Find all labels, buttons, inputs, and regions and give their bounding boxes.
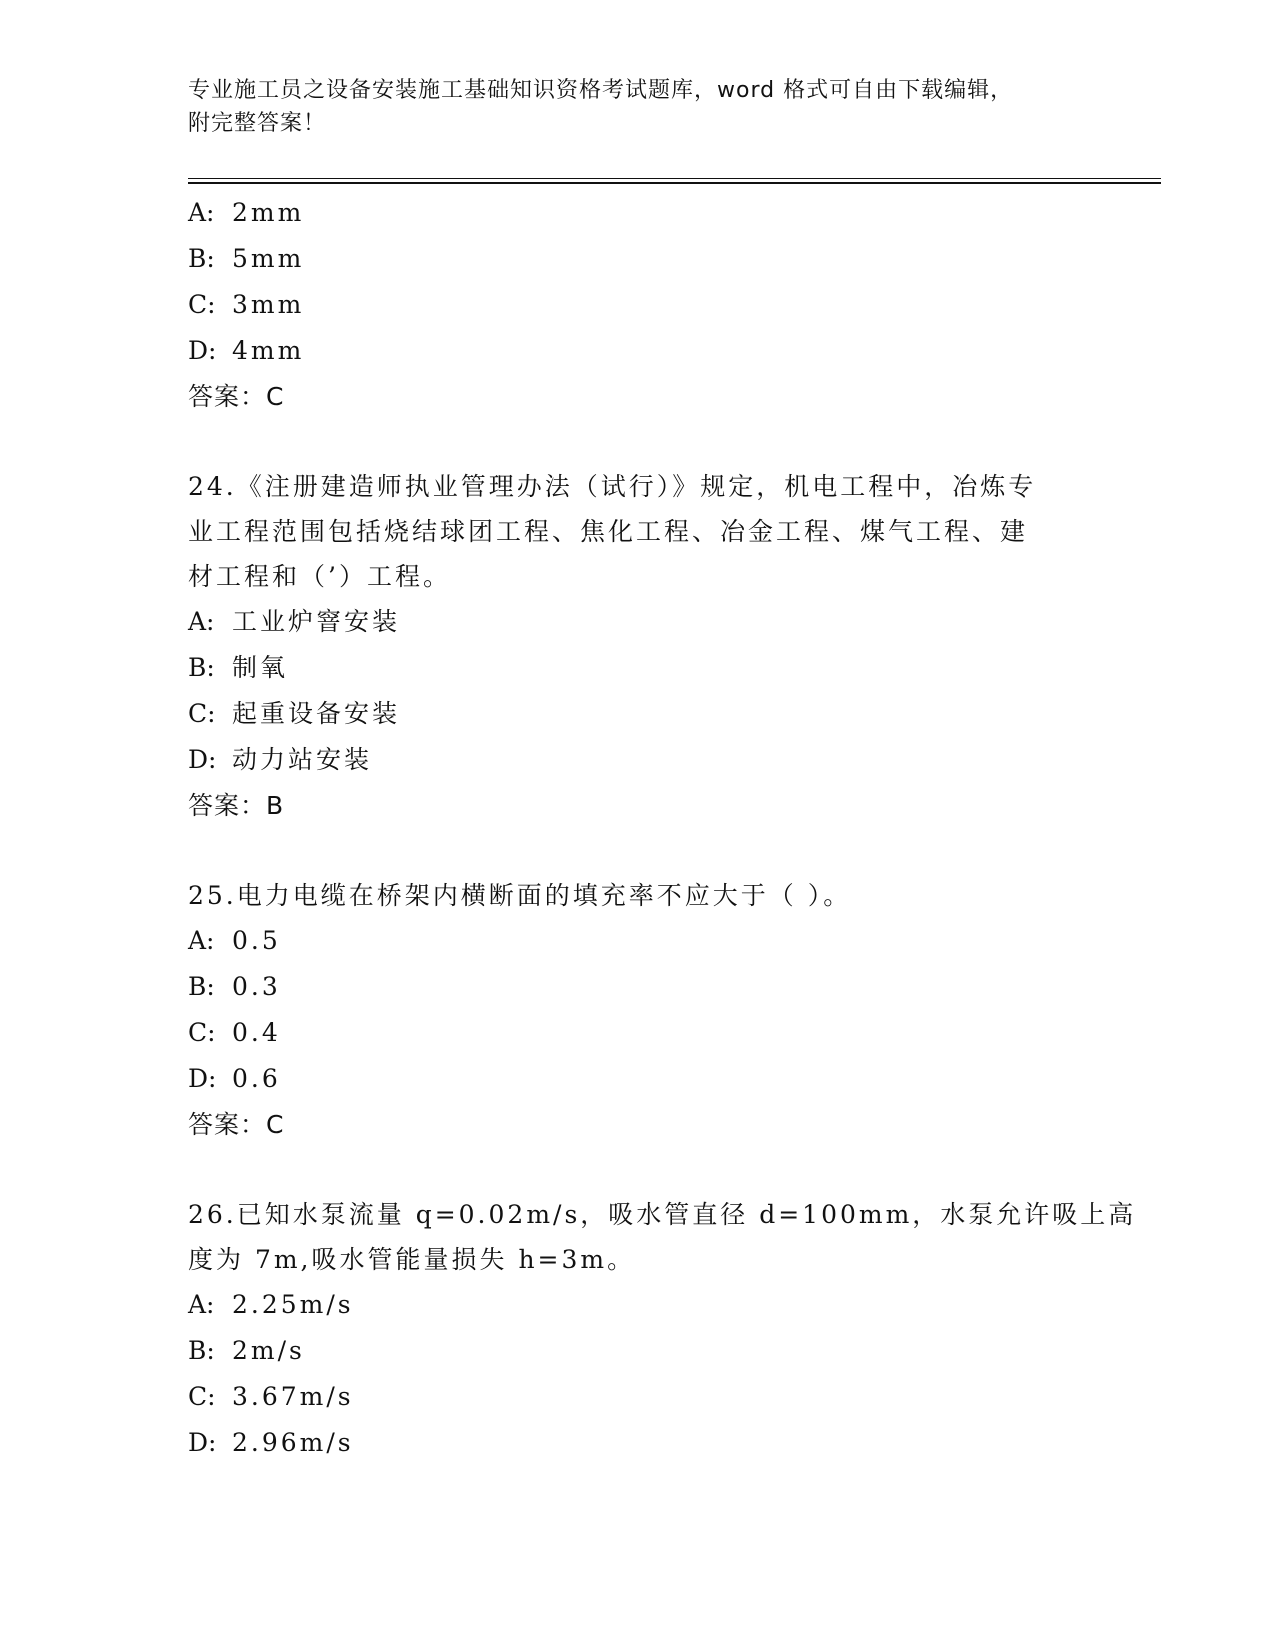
header-divider-thick <box>188 182 1161 184</box>
spacer <box>188 829 1088 873</box>
question-26 <box>188 1192 1137 1466</box>
option-a: A: 2.25m/s <box>188 1290 354 1319</box>
option-b: B: 制氧 <box>188 653 289 682</box>
question-text-line: 24.《注册建造师执业管理办法（试行）》规定，机电工程中，冶炼专 <box>188 472 1037 501</box>
question-text-line: 材工程和（’）工程。 <box>188 562 451 591</box>
question-text-line: 度为 7m,吸水管能量损失 h=3m。 <box>188 1245 636 1274</box>
question-text-line: 26.已知水泵流量 q=0.02m/s，吸水管直径 d=100mm，水泵允许吸上高 <box>188 1200 1137 1229</box>
option-d: D: 动力站安装 <box>188 745 373 774</box>
option-d: D: 4mm <box>188 336 305 365</box>
option-c: C: 3mm <box>188 290 305 319</box>
option-c: C: 起重设备安装 <box>188 699 401 728</box>
option-b: B: 2m/s <box>188 1336 305 1365</box>
spacer <box>188 1148 1088 1192</box>
header-line-1: 专业施工员之设备安装施工基础知识资格考试题库，word 格式可自由下载编辑， <box>188 78 1014 103</box>
option-d: D: 2.96m/s <box>188 1428 354 1457</box>
option-b: B: 5mm <box>188 244 305 273</box>
option-d: D: 0.6 <box>188 1064 281 1093</box>
header-line-2: 附完整答案！ <box>188 111 327 136</box>
answer-text: 答案：C <box>188 382 285 411</box>
question-23 <box>188 190 1088 420</box>
option-a: A: 工业炉窨安装 <box>188 607 401 636</box>
option-a: A: 0.5 <box>188 926 281 955</box>
answer-text: 答案：C <box>188 1110 285 1139</box>
answer-text: 答案：B <box>188 791 285 820</box>
question-list <box>188 190 1137 1466</box>
header-divider-thin <box>188 178 1161 179</box>
spacer <box>188 420 1088 464</box>
question-text-line: 25.电力电缆在桥架内横断面的填充率不应大于（ ）。 <box>188 881 852 910</box>
option-a: A: 2mm <box>188 198 305 227</box>
question-24 <box>188 464 1088 829</box>
option-c: C: 3.67m/s <box>188 1382 354 1411</box>
option-c: C: 0.4 <box>188 1018 281 1047</box>
option-b: B: 0.3 <box>188 972 281 1001</box>
document-header <box>188 74 1068 140</box>
question-text-line: 业工程范围包括烧结球团工程、焦化工程、冶金工程、煤气工程、建 <box>188 517 1029 546</box>
question-25 <box>188 873 1088 1148</box>
